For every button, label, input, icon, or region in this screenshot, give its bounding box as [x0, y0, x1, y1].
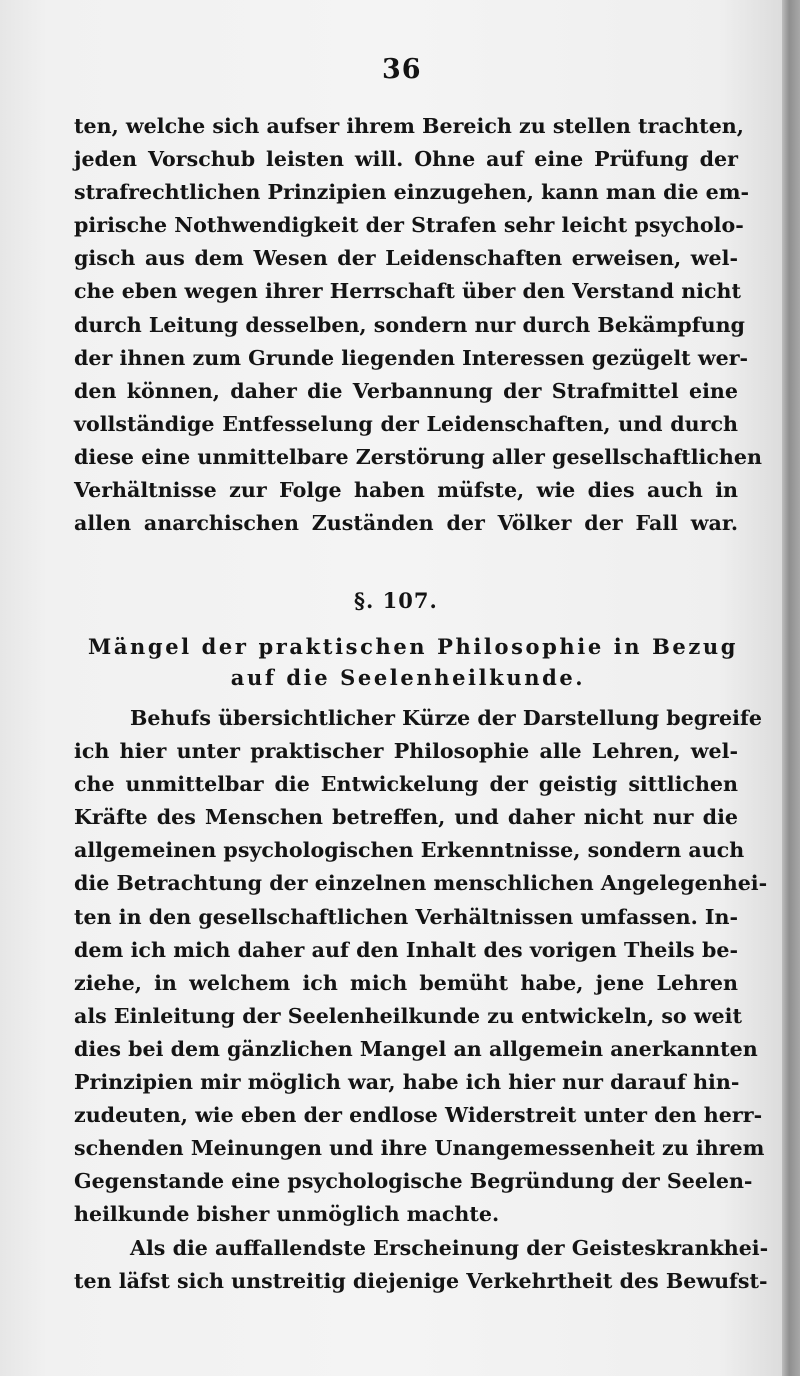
- text-line: heilkunde bisher unmöglich machte.: [74, 1202, 500, 1227]
- text-line: allgemeinen psychologischen Erkenntnisse, sondern auch: [74, 838, 745, 863]
- text-line: jeden Vorschub leisten will. Ohne auf eine Prüfung der: [74, 147, 738, 172]
- section-title-line-1: Mängel der praktischen Philosophie in Bezug: [88, 634, 739, 659]
- text-line: Behufs übersichtlicher Kürze der Darstellung begreife: [130, 706, 762, 730]
- section-title-line-2: auf die Seelenheilkunde.: [230, 665, 586, 690]
- text-line: durch Leitung desselben, sondern nur durch Bekämpfung: [74, 312, 745, 337]
- text-line: ich hier unter praktischer Philosophie alle Lehren, wel-: [74, 739, 738, 764]
- text-line: ziehe, in welchem ich mich bemüht habe, jene Lehren: [74, 970, 738, 995]
- paragraph-1: [74, 110, 762, 540]
- text-line: den können, daher die Verbannung der Strafmittel eine: [74, 378, 738, 403]
- text-line: schenden Meinungen und ihre Unangemessenheit zu ihrem: [74, 1136, 765, 1161]
- text-line: pirische Nothwendigkeit der Strafen sehr leicht psycholo-: [74, 213, 744, 238]
- text-line: che unmittelbar die Entwickelung der geistig sittlichen: [74, 772, 738, 797]
- text-line: als Einleitung der Seelenheilkunde zu entwickeln, so weit: [74, 1003, 742, 1028]
- page-number: 36: [382, 54, 422, 85]
- paragraph-2: [74, 702, 769, 1298]
- text-line: Kräfte des Menschen betreffen, und daher nicht nur die: [74, 805, 738, 830]
- text-line: allen anarchischen Zuständen der Völker der Fall war.: [74, 511, 738, 536]
- text-line: diese eine unmittelbare Zerstörung aller gesellschaftlichen: [74, 444, 762, 469]
- book-gutter-shadow: [782, 0, 800, 1376]
- text-line: vollständige Entfesselung der Leidenschaften, und durch: [74, 411, 738, 436]
- text-line: Prinzipien mir möglich war, habe ich hier nur darauf hin-: [74, 1070, 740, 1095]
- text-line: Als die auffallendste Erscheinung der Geisteskrankhei-: [130, 1235, 769, 1260]
- text-line: Gegenstande eine psychologische Begründung der Seelen-: [74, 1169, 753, 1194]
- text-line: che eben wegen ihrer Herrschaft über den Verstand nicht: [74, 279, 742, 304]
- text-line: ten in den gesellschaftlichen Verhältnissen umfassen. In-: [74, 904, 739, 929]
- text-line: ten, welche sich aufser ihrem Bereich zu stellen trachten,: [74, 114, 744, 138]
- text-line: dem ich mich daher auf den Inhalt des vorigen Theils be-: [74, 937, 738, 962]
- text-line: dies bei dem gänzlichen Mangel an allgemein anerkannten: [74, 1036, 758, 1061]
- text-line: der ihnen zum Grunde liegenden Interessen gezügelt wer-: [74, 345, 749, 370]
- text-line: ten läfst sich unstreitig diejenige Verkehrtheit des Bewufst-: [74, 1268, 768, 1293]
- text-line: die Betrachtung der einzelnen menschlichen Angelegenhei-: [74, 871, 768, 896]
- text-line: gisch aus dem Wesen der Leidenschaften erweisen, wel-: [74, 246, 738, 271]
- text-line: Verhältnisse zur Folge haben müfste, wie dies auch in: [74, 478, 738, 503]
- text-line: strafrechtlichen Prinzipien einzugehen, kann man die em-: [74, 180, 750, 205]
- section-number: §. 107.: [354, 588, 438, 613]
- text-line: zudeuten, wie eben der endlose Widerstreit unter den herr-: [74, 1103, 763, 1128]
